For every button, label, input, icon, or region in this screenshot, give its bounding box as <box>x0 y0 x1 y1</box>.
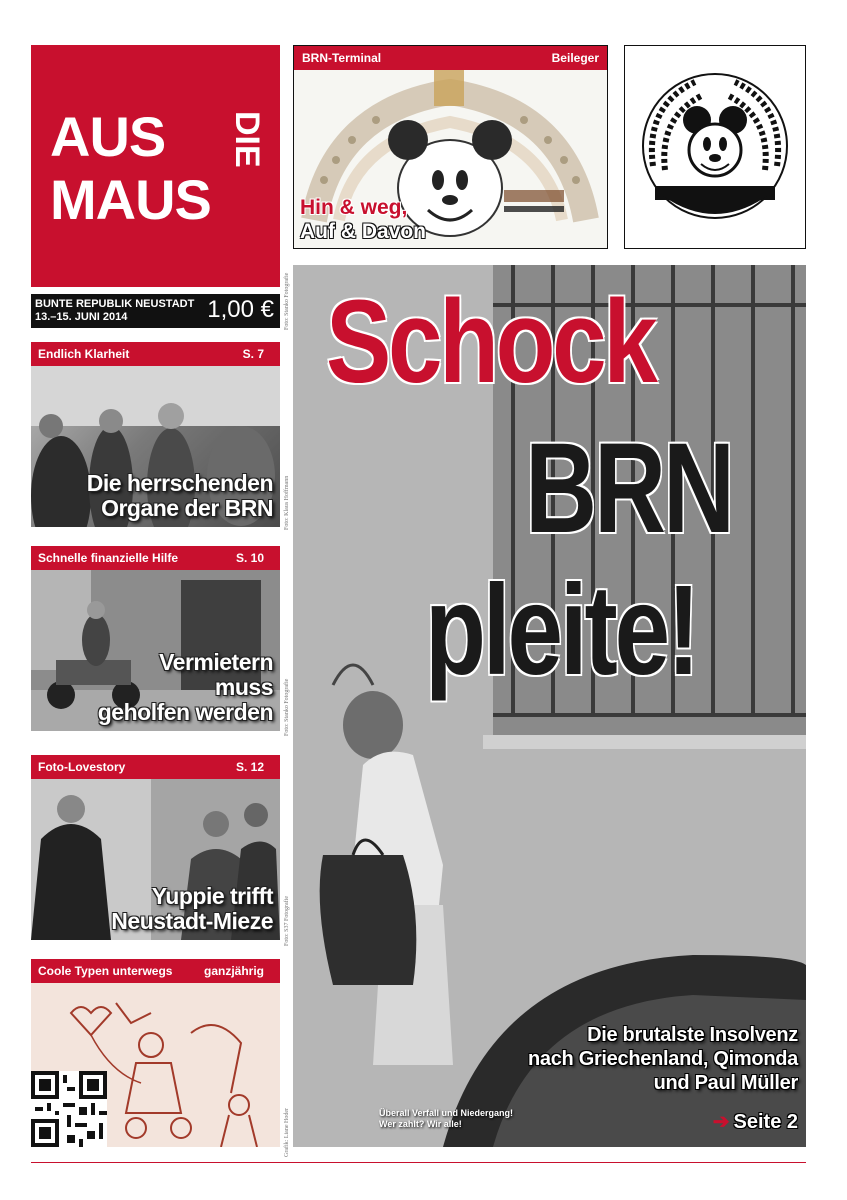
teaser-page: S. 7 <box>242 347 264 361</box>
teaser-foto-lovestory[interactable] <box>31 755 280 940</box>
teaser-page: S. 10 <box>235 551 264 565</box>
subheadline-line2: nach Griechenland, Qimonda <box>527 1048 798 1070</box>
terminal-title-line2: Auf & Davon <box>300 220 426 243</box>
teaser-header <box>31 959 280 983</box>
photo-credit: Foto: Klaus Hoffmann <box>284 475 290 530</box>
subheadline-line3: und Paul Müller <box>653 1072 798 1094</box>
photo-caption <box>379 1108 513 1130</box>
qr-code[interactable] <box>31 1071 107 1147</box>
main-headline-brn: BRN <box>525 417 732 560</box>
terminal-header <box>294 46 607 70</box>
teaser-photo <box>31 779 280 940</box>
teaser-section: Endlich Klarheit <box>38 347 130 361</box>
teaser-section: Coole Typen unterwegs <box>38 964 173 978</box>
bottom-rule <box>31 1162 806 1163</box>
edition-label: BUNTE REPUBLIK NEUSTADT <box>35 298 195 310</box>
terminal-teaser[interactable] <box>293 45 608 249</box>
qr-code-icon <box>31 1071 107 1147</box>
teaser-headline <box>111 884 273 934</box>
teaser-page: S. 12 <box>235 760 264 774</box>
terminal-tag: Beileger <box>551 51 599 65</box>
teaser-section: Schnelle finanzielle Hilfe <box>38 551 179 565</box>
emblem-box <box>624 45 806 249</box>
terminal-title-line1: Hin & weg, <box>300 196 408 219</box>
arrow-right-icon: ➔ <box>712 1111 730 1133</box>
issue-date: 13.–15. JUNI 2014 <box>35 311 128 323</box>
teaser-headline-line1: Die herrschenden <box>86 470 273 496</box>
teaser-headline-line2: Organe der BRN <box>101 495 273 521</box>
masthead-word-aus: AUS <box>50 105 166 168</box>
teaser-section: Foto-Lovestory <box>38 760 126 774</box>
main-headline-schock: Schock <box>326 276 655 408</box>
photo-credit: Grafik: Liane Hoder <box>284 1108 290 1157</box>
terminal-label: BRN-Terminal <box>302 51 382 65</box>
photo-credit: Foto: Stanko Fotografie <box>284 678 290 736</box>
masthead-word-die: DIE <box>228 111 266 168</box>
page-reference[interactable] <box>713 1111 798 1133</box>
photo-credit: Foto: Stanko Fotografie <box>284 272 290 330</box>
page-reference-label: Seite 2 <box>733 1111 798 1133</box>
teaser-headline-line2: Neustadt-Mieze <box>111 908 273 934</box>
masthead <box>31 45 280 287</box>
teaser-photo <box>31 366 280 527</box>
caption-line2: Wer zahlt? Wir alle! <box>379 1119 462 1129</box>
main-story[interactable] <box>293 265 806 1147</box>
teaser-page: ganzjährig <box>203 964 264 978</box>
teaser-header <box>31 546 280 570</box>
teaser-endlich-klarheit[interactable] <box>31 342 280 527</box>
main-subheadline <box>528 1023 798 1095</box>
mouse-emblem-icon <box>625 46 805 248</box>
teaser-header <box>31 755 280 779</box>
terminal-illustration <box>294 70 607 248</box>
teaser-headline-line3: geholfen werden <box>97 699 273 725</box>
price: 1,00 € <box>207 296 274 323</box>
masthead-word-maus: MAUS <box>50 168 211 231</box>
teaser-photo <box>31 570 280 731</box>
teaser-headline <box>98 650 273 725</box>
teaser-headline <box>87 471 273 521</box>
teaser-header <box>31 342 280 366</box>
main-headline-pleite: pleite! <box>425 559 698 702</box>
teaser-headline-line1: Vermietern <box>159 649 273 675</box>
issue-bar <box>31 294 280 328</box>
teaser-headline-line1: Yuppie trifft <box>151 883 273 909</box>
photo-credit: Foto: S37 Fotografie <box>284 895 290 946</box>
teaser-headline-line2: muss <box>214 674 273 700</box>
teaser-finanzielle-hilfe[interactable] <box>31 546 280 731</box>
caption-line1: Überall Verfall und Niedergang! <box>379 1108 514 1118</box>
subheadline-line1: Die brutalste Insolvenz <box>587 1024 798 1046</box>
